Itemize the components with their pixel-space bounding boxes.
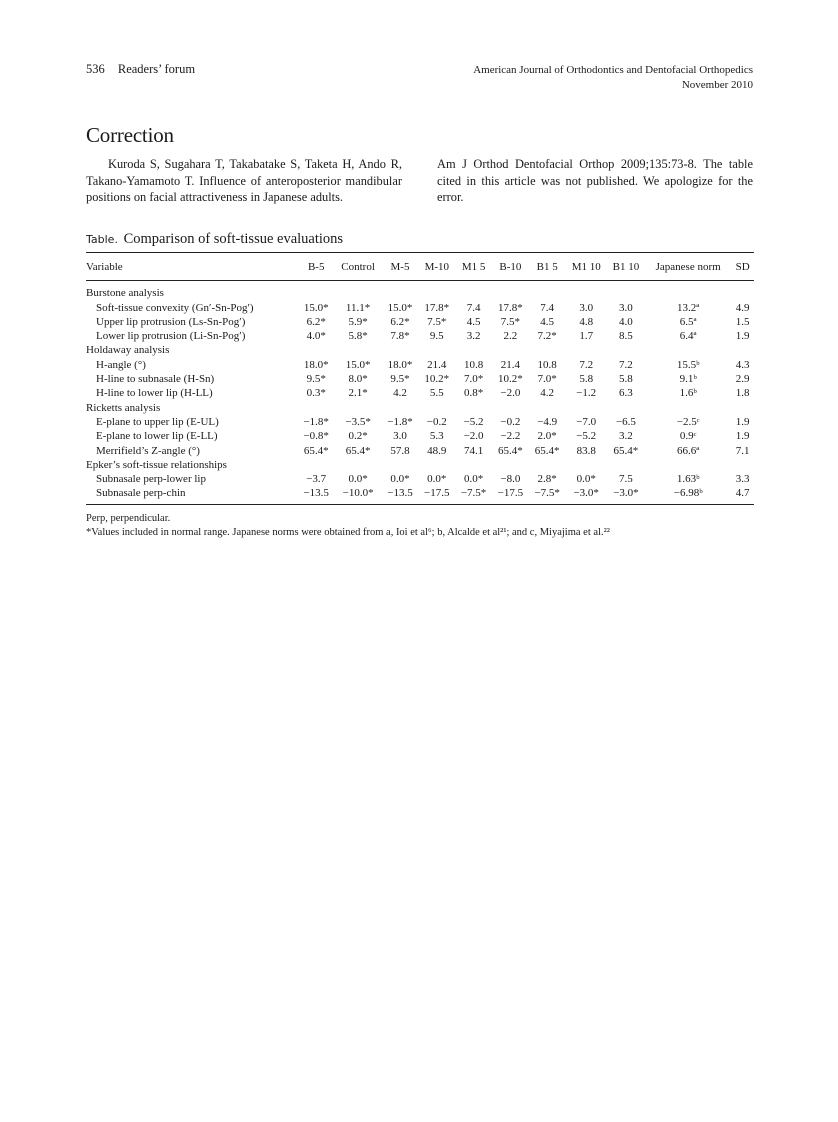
table-cell: 10.8 xyxy=(537,358,557,371)
table-cell: 0.8* xyxy=(463,387,484,400)
table-cell: 4.9 xyxy=(735,301,750,314)
table-cell: −4.9 xyxy=(537,415,558,428)
table-cell: 15.0* xyxy=(387,301,413,314)
table-cell: −3.0* xyxy=(613,487,639,500)
table-cell: 65.4* xyxy=(303,444,329,457)
table-cell: −1.8* xyxy=(303,415,329,428)
table-cell: 1.8 xyxy=(735,387,750,400)
row-label: Subnasale perp-lower lip xyxy=(96,473,206,486)
page-number: 536 xyxy=(86,62,105,76)
column-header: B1 10 xyxy=(612,261,640,273)
table-cell: 7.0* xyxy=(463,373,484,386)
table-cell: 2.0* xyxy=(537,430,557,443)
table-cell: 7.4 xyxy=(540,301,555,314)
table-row xyxy=(86,486,754,504)
table-row xyxy=(86,444,754,458)
table-cell: 4.2 xyxy=(393,387,407,400)
journal-name: American Journal of Orthodontics and Dentofacial Orthopedics xyxy=(473,64,753,76)
table-row xyxy=(86,472,754,486)
table-cell: −1.8* xyxy=(387,415,413,428)
row-label: Soft-tissue convexity (Gn′-Sn-Pog′) xyxy=(96,301,254,314)
table-cell: 65.4* xyxy=(498,444,523,457)
table-footnotes xyxy=(86,512,610,540)
article-title: Correction xyxy=(86,123,174,147)
table-row xyxy=(86,315,754,329)
column-header: B-5 xyxy=(307,261,325,273)
table-cell: 9.5 xyxy=(429,330,444,343)
table-cell: 11.1* xyxy=(345,301,371,314)
group-label: Holdaway analysis xyxy=(86,344,170,357)
table-cell: 15.5ᵇ xyxy=(676,358,700,371)
table-cell: −3.0* xyxy=(573,487,599,500)
table-cell: 3.0 xyxy=(579,301,594,314)
column-header: M1 5 xyxy=(461,261,486,273)
table-cell: 0.0* xyxy=(427,473,447,486)
table-cell: 7.0* xyxy=(537,373,557,386)
table-cell: 2.9 xyxy=(735,373,750,386)
section-name: Readers’ forum xyxy=(117,62,196,76)
table-cell: 7.2 xyxy=(619,358,633,371)
table-cell: 10.8 xyxy=(463,358,484,371)
table-cell: 18.0* xyxy=(387,358,413,371)
table-cell: −2.0 xyxy=(500,387,521,400)
table-cell: 6.3 xyxy=(619,387,633,400)
table-row xyxy=(86,429,754,443)
body-column-left: Kuroda S, Sugahara T, Takabatake S, Taketa H, Ando R, Takano-Yamamoto T. Influence of anteroposterior mandibular positions on facial attractiveness in Japanese adults. xyxy=(86,157,402,204)
table-cell: 0.3* xyxy=(306,387,326,400)
table-cell: 3.2 xyxy=(466,330,481,343)
table-cell: 6.2* xyxy=(390,315,410,328)
table-cell: 5.9* xyxy=(348,315,368,328)
table-cell: −17.5 xyxy=(497,487,524,500)
table-cell: 5.3 xyxy=(429,430,444,443)
table-row xyxy=(86,372,754,386)
row-label: Merrifield’s Z-angle (°) xyxy=(96,444,200,457)
table-cell: −2.5ᶜ xyxy=(676,415,700,428)
table-cell: −6.98ᵇ xyxy=(673,487,703,500)
table-cell: 66.6ª xyxy=(677,444,700,457)
row-label: H-angle (°) xyxy=(96,358,146,371)
table-cell: 2.1* xyxy=(348,387,368,400)
group-label: Epker’s soft-tissue relationships xyxy=(86,458,227,471)
header-variable: Variable xyxy=(86,261,123,273)
table-body xyxy=(86,281,754,504)
table-cell: 4.7 xyxy=(735,487,750,500)
table-cell: 4.0 xyxy=(619,315,633,328)
table-cell: 4.2 xyxy=(540,387,555,400)
table-cell: 7.4 xyxy=(466,301,481,314)
table-cell: 0.2* xyxy=(348,430,368,443)
table-row xyxy=(86,386,754,400)
table-cell: 5.8 xyxy=(619,373,633,386)
soft-tissue-table xyxy=(86,252,754,505)
table-cell: −0.8* xyxy=(303,430,329,443)
column-header: M-5 xyxy=(390,261,410,273)
table-header-row xyxy=(86,253,754,281)
table-cell: 7.8* xyxy=(390,330,410,343)
table-cell: −6.5 xyxy=(615,415,636,428)
table-cell: 3.0 xyxy=(619,301,633,314)
table-cell: 1.9 xyxy=(735,430,750,443)
table-cell: 7.5 xyxy=(619,473,633,486)
page-header-right xyxy=(473,63,753,93)
table-cell: 74.1 xyxy=(463,444,484,457)
table-cell: −0.2 xyxy=(500,415,521,428)
table-cell: 3.0 xyxy=(393,430,407,443)
row-label: E-plane to lower lip (E-LL) xyxy=(96,430,218,443)
table-cell: 9.5* xyxy=(390,373,410,386)
table-cell: −7.5* xyxy=(460,487,487,500)
table-row xyxy=(86,415,754,429)
table-cell: 7.5* xyxy=(500,315,520,328)
table-cell: 7.1 xyxy=(735,444,750,457)
table-cell: 18.0* xyxy=(303,358,329,371)
table-group-row xyxy=(86,401,754,415)
column-header: B1 5 xyxy=(536,261,558,273)
table-cell: −0.2 xyxy=(426,415,447,428)
table-cell: −10.0* xyxy=(342,487,374,500)
footnote-norms: *Values included in normal range. Japanese norms were obtained from a, Ioi et al⁶; b, Alcalde et al²¹; and c, Miyajima et al.²² xyxy=(86,527,610,538)
row-label: H-line to subnasale (H-Sn) xyxy=(96,373,215,386)
row-label: Subnasale perp-chin xyxy=(96,487,186,500)
table-cell: 65.4* xyxy=(534,444,560,457)
group-label: Ricketts analysis xyxy=(86,401,161,414)
table-cell: 1.7 xyxy=(579,330,594,343)
table-cell: −7.5* xyxy=(534,487,560,500)
column-header: Control xyxy=(341,261,375,273)
table-cell: −2.0 xyxy=(463,430,484,443)
table-cell: 83.8 xyxy=(576,444,596,457)
table-cell: −3.7 xyxy=(306,473,327,486)
table-cell: 9.1ᵇ xyxy=(679,373,697,386)
table-cell: 9.5* xyxy=(306,373,326,386)
table-cell: 7.2 xyxy=(579,358,594,371)
column-header: M-10 xyxy=(424,261,450,273)
table-cell: −8.0 xyxy=(500,473,521,486)
table-cell: 7.2* xyxy=(537,330,557,343)
table-cell: 65.4* xyxy=(613,444,639,457)
column-header: M1 10 xyxy=(571,261,601,273)
table-cell: 4.3 xyxy=(735,358,750,371)
table-cell: −7.0 xyxy=(576,415,597,428)
column-header: Japanese norm xyxy=(655,261,721,273)
row-label: H-line to lower lip (H-LL) xyxy=(96,387,213,400)
table-cell: 1.9 xyxy=(735,415,750,428)
table-cell: −1.2 xyxy=(576,387,597,400)
table-group-row xyxy=(86,458,754,472)
table-cell: −17.5 xyxy=(424,487,450,500)
table-cell: 0.9ᶜ xyxy=(679,430,697,443)
table-cell: 15.0* xyxy=(303,301,329,314)
table-cell: 10.2* xyxy=(498,373,523,386)
table-cell: 5.8 xyxy=(579,373,594,386)
table-cell: 5.5 xyxy=(429,387,444,400)
table-row xyxy=(86,358,754,372)
table-cell: 1.63ᵇ xyxy=(676,473,700,486)
column-header: SD xyxy=(735,261,750,273)
table-cell: 48.9 xyxy=(427,444,447,457)
group-label: Burstone analysis xyxy=(86,287,164,300)
table-cell: 6.4ª xyxy=(679,330,697,343)
table-label: Table. xyxy=(86,233,118,246)
table-cell: 6.2* xyxy=(306,315,326,328)
issue-date: November 2010 xyxy=(681,79,753,91)
body-column-right: Am J Orthod Dentofacial Orthop 2009;135:73-8. The table cited in this article was not published. We apologize for the error. xyxy=(437,157,753,204)
table-cell: 3.3 xyxy=(735,473,750,486)
table-cell: 4.5 xyxy=(540,315,555,328)
table-cell: 5.8* xyxy=(348,330,368,343)
table-cell: 4.0* xyxy=(306,330,326,343)
table-cell: 10.2* xyxy=(424,373,450,386)
table-cell: 21.4 xyxy=(500,358,520,371)
table-row xyxy=(86,301,754,315)
article-body xyxy=(86,156,753,206)
table-cell: 0.0* xyxy=(463,473,484,486)
table-cell: 13.2ª xyxy=(677,301,700,314)
table-cell: 1.5 xyxy=(735,315,750,328)
table-cell: 65.4* xyxy=(345,444,371,457)
row-label: Upper lip protrusion (Ls-Sn-Pog′) xyxy=(96,315,246,328)
table-cell: 3.2 xyxy=(619,430,633,443)
row-label: Lower lip protrusion (Li-Sn-Pog′) xyxy=(96,330,246,343)
table-cell: 0.0* xyxy=(390,473,410,486)
table-cell: 1.9 xyxy=(735,330,750,343)
table-cell: 2.8* xyxy=(537,473,557,486)
table-row xyxy=(86,329,754,343)
footnote-abbrev: Perp, perpendicular. xyxy=(86,513,171,524)
table-cell: 21.4 xyxy=(427,358,447,371)
table-cell: 1.6ᵇ xyxy=(679,387,697,400)
table-cell: 4.8 xyxy=(579,315,594,328)
table-title: Comparison of soft-tissue evaluations xyxy=(123,231,344,247)
table-caption xyxy=(86,231,343,248)
table-cell: 57.8 xyxy=(390,444,410,457)
table-cell: 4.5 xyxy=(466,315,481,328)
table-cell: −5.2 xyxy=(463,415,484,428)
table-cell: 2.2 xyxy=(503,330,518,343)
table-cell: 8.5 xyxy=(619,330,633,343)
table-cell: −13.5 xyxy=(387,487,413,500)
row-label: E-plane to upper lip (E-UL) xyxy=(96,415,219,428)
column-header: B-10 xyxy=(499,261,522,273)
table-cell: 7.5* xyxy=(427,315,447,328)
table-group-row xyxy=(86,281,754,301)
table-cell: −2.2 xyxy=(500,430,521,443)
table-cell: 8.0* xyxy=(348,373,368,386)
table-cell: 17.8* xyxy=(424,301,450,314)
table-cell: 0.0* xyxy=(348,473,368,486)
table-cell: −13.5 xyxy=(303,487,329,500)
table-cell: −5.2 xyxy=(576,430,597,443)
table-group-row xyxy=(86,343,754,357)
table-cell: 15.0* xyxy=(345,358,371,371)
table-cell: 17.8* xyxy=(498,301,523,314)
table-cell: 6.5ª xyxy=(679,315,697,328)
table-cell: −3.5* xyxy=(345,415,371,428)
table-cell: 0.0* xyxy=(576,473,596,486)
page-header-left xyxy=(86,62,195,77)
